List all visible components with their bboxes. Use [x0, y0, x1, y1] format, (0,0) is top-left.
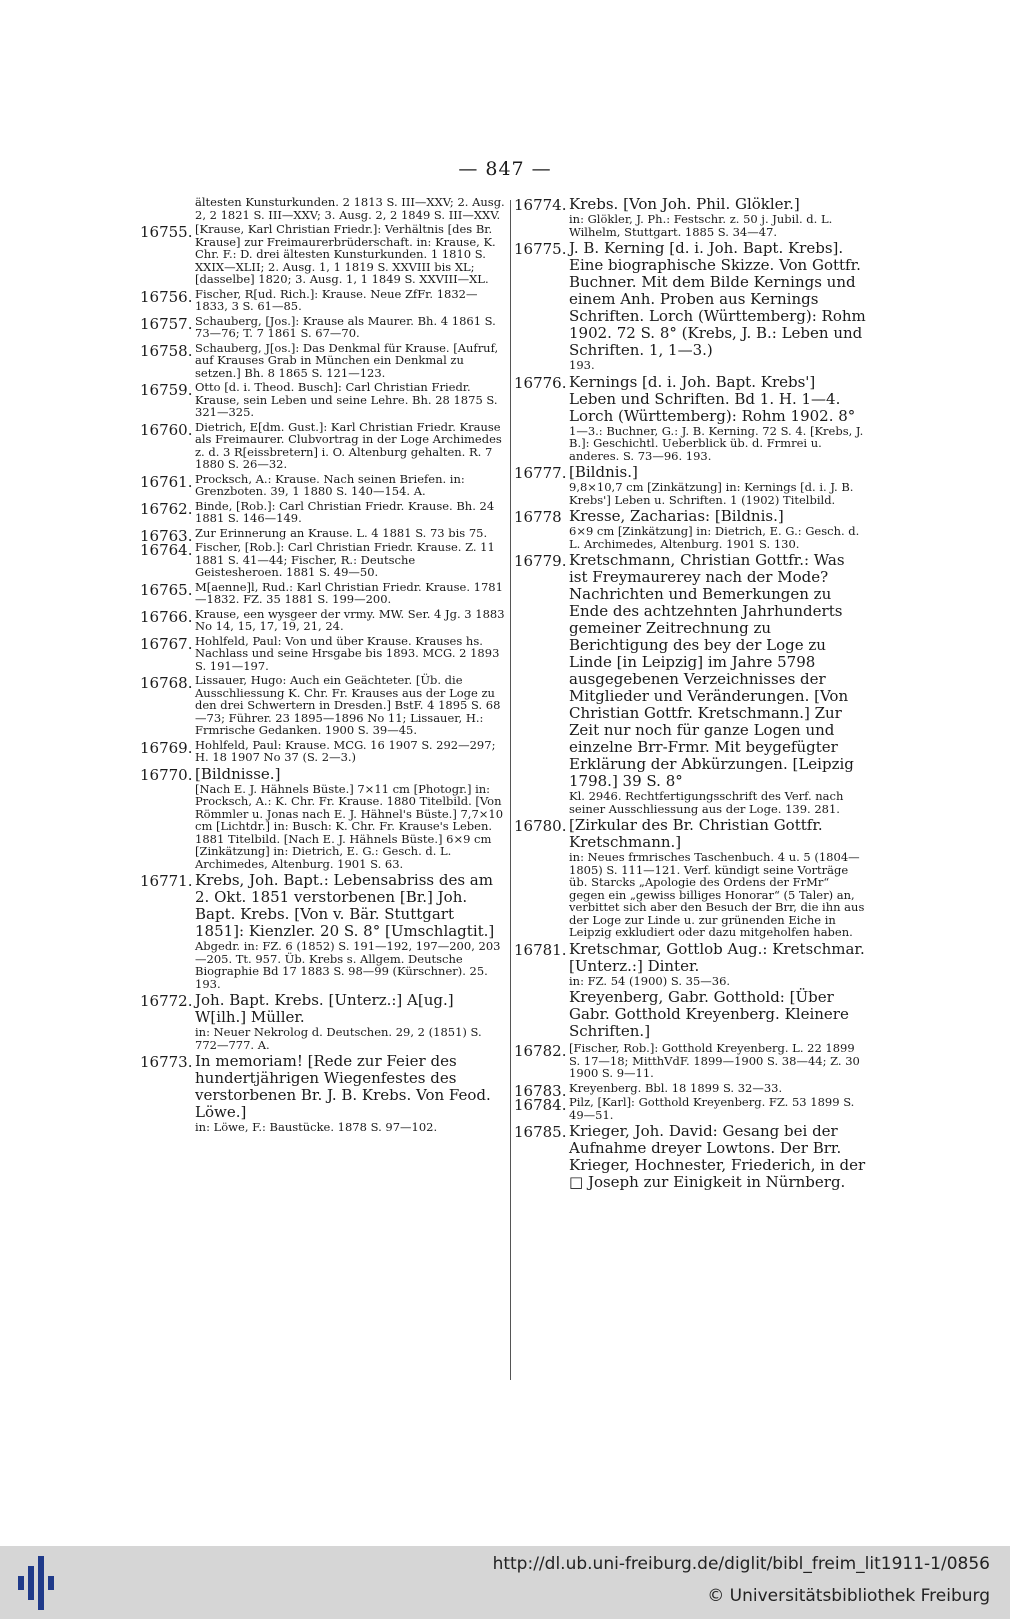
bibliography-entry: [140, 674, 506, 737]
entry-number: 16782.: [514, 1042, 567, 1060]
entry-citation: 193.: [569, 358, 595, 372]
bibliography-entry: [514, 989, 866, 1040]
entry-citation: Pilz, [Karl]: Gotthold Kreyenberg. FZ. 53 1899 S. 49—51.: [569, 1095, 855, 1122]
entry-citation: Kreyenberg. Bbl. 18 1899 S. 32—33.: [569, 1080, 783, 1095]
entry-title: Joh. Bapt. Krebs. [Unterz.:] A[ug.] W[ilh.] Müller.: [195, 991, 454, 1026]
bibliography-entry: [140, 196, 506, 221]
entry-number: 16755.: [140, 223, 193, 241]
entry-number: 16766.: [140, 607, 193, 626]
entry-citation: Dietrich, E[dm. Gust.]: Karl Christian Friedr. Krause als Freimaurer. Clubvortrag in der Loge Archimedes z. d. 3 R[eissbretern] i. O. Altenburg gehalten. R. 7 1880 S. 26—32.: [195, 419, 502, 471]
entry-title: J. B. Kerning [d. i. Joh. Bapt. Krebs]. Eine biographische Skizze. Von Gottfr. Buchner. Mit dem Bilde Kernings und einem Anh. Proben aus Kernings Schriften. Lorch (Württemberg): Rohm 1902. 72 S. 8° (Krebs, J. B.: Leben und Schriften. 1, 1—3.): [569, 239, 866, 359]
entry-number: 16785.: [514, 1123, 567, 1141]
entry-number: 16774.: [514, 196, 567, 214]
entry-title: Krebs, Joh. Bapt.: Lebensabriss des am 2. Okt. 1851 verstorbenen [Br.] Joh. Bapt. Krebs. [Von v. Bär. Stuttgart 1851]: Kienzler. 20 S. 8° [Umschlagtit.]: [195, 871, 495, 940]
bibliography-entry: [140, 381, 506, 419]
entry-title: Krieger, Joh. David: Gesang bei der Aufnahme dreyer Lowtons. Der Brr. Krieger, Hochnester, Friederich, in der □ Joseph zur Einigkeit in Nürnberg.: [569, 1122, 866, 1191]
entry-number: 16781.: [514, 940, 567, 959]
column-divider: [510, 200, 511, 1380]
entry-citation: Binde, [Rob.]: Carl Christian Friedr. Krause. Bh. 24 1881 S. 146—149.: [195, 498, 495, 525]
bibliography-entry: [140, 1053, 506, 1134]
entry-number: 16777.: [514, 464, 567, 482]
entry-citation: Krause, een wysgeer der vrmy. MW. Ser. 4 Jg. 3 1883 No 14, 15, 17, 19, 21, 24.: [195, 606, 505, 633]
bibliography-entry: [140, 288, 506, 313]
entry-number: 16763.: [140, 526, 193, 545]
left-column: [140, 196, 506, 1136]
entry-title: Kretschmar, Gottlob Aug.: Kretschmar. [Unterz.:] Dinter.: [569, 939, 865, 975]
entry-number: 16771.: [140, 872, 193, 890]
entry-citation: 1—3.: Buchner, G.: J. B. Kerning. 72 S. 4. [Krebs, J. B.]: Geschichtl. Ueberblick üb. d. Frmrei u. anderes. S. 73—96. 193.: [569, 423, 864, 463]
entry-citation: Hohlfeld, Paul: Krause. MCG. 16 1907 S. 292—297; H. 18 1907 No 37 (S. 2—3.): [195, 737, 496, 764]
entry-citation: Fischer, [Rob.]: Carl Christian Friedr. Krause. Z. 11 1881 S. 41—44; Fischer, R.: Deutsche Geistesheroen. 1881 S. 49—50.: [195, 540, 495, 579]
entry-citation: Kl. 2946. Rechtfertigungsschrift des Verf. nach seiner Ausschliessung aus der Loge. 139. 281.: [569, 789, 844, 816]
entry-title: Kresse, Zacharias: [Bildnis.]: [569, 507, 784, 525]
entry-number: 16758.: [140, 341, 193, 360]
entry-citation: Schauberg, J[os.]: Das Denkmal für Krause. [Aufruf, auf Krauses Grab in München ein Denkmal zu setzen.] Bh. 8 1865 S. 121—123.: [195, 340, 499, 380]
entry-title: In memoriam! [Rede zur Feier des hundertjährigen Wiegenfestes des verstorbenen Br. J. B. Krebs. Von Feod. Löwe.]: [195, 1052, 491, 1121]
page-number: — 847 —: [458, 158, 552, 180]
bibliography-entry: [140, 473, 506, 498]
entry-number: 16770.: [140, 765, 193, 784]
entry-citation: Hohlfeld, Paul: Von und über Krause. Krauses hs. Nachlass und seine Hrsgabe bis 1893. MCG. 2 1893 S. 191—197.: [195, 633, 500, 673]
entry-number: 16769.: [140, 738, 193, 757]
right-column: [514, 196, 866, 1193]
entry-citation: M[aenne]l, Rud.: Karl Christian Friedr. Krause. 1781—1832. FZ. 35 1881 S. 199—200.: [195, 579, 503, 606]
entry-citation: ältesten Kunsturkunden. 2 1813 S. III—XXV; 2. Ausg. 2, 2 1821 S. III—XXV; 3. Ausg. 2, 2 1849 S. III—XXV.: [195, 195, 505, 222]
entry-citation: Zur Erinnerung an Krause. L. 4 1881 S. 73 bis 75.: [195, 525, 488, 540]
bibliography-entry: [514, 941, 866, 988]
entry-number: 16776.: [514, 373, 567, 392]
bibliography-entry: [140, 342, 506, 380]
entry-title: Kreyenberg, Gabr. Gotthold: [Über Gabr. Gotthold Kreyenberg. Kleinere Schriften.]: [569, 988, 849, 1040]
entry-number: 16779.: [514, 552, 567, 570]
entry-citation: [Nach E. J. Hähnels Büste.] 7×11 cm [Photogr.] in: Procksch, A.: K. Chr. Fr. Krause. 1880 Titelbild. [Von Römmler u. Jonas nach E. J. Hähnel's Büste.] 7,7×10 cm [Lichtdr.] in: Busch: K. Chr. Fr. Krause's Leben. 1881 Titelbild. [Nach E. J. Hähnels Büste.] 6×9 cm [Zinkätzung] in: Dietrich, E. G.: Gesch. d. L. Archimedes, Altenburg. 1901 S. 63.: [195, 781, 504, 871]
bibliography-entry: [514, 1123, 866, 1191]
bibliography-entry: [514, 1096, 866, 1121]
entry-title: [Zirkular des Br. Christian Gottfr. Kretschmann.]: [569, 816, 823, 851]
entry-citation: in: Glökler, J. Ph.: Festschr. z. 50 j. Jubil. d. L. Wilhelm, Stuttgart. 1885 S. 34—47.: [569, 212, 833, 239]
entry-citation: in: Neuer Nekrolog d. Deutschen. 29, 2 (1851) S. 772—777. A.: [195, 1025, 482, 1052]
source-url-link[interactable]: http://dl.ub.uni-freiburg.de/diglit/bibl_freim_lit1911-1/0856: [492, 1554, 990, 1574]
entry-number: 16778: [514, 508, 562, 526]
entry-citation: 9,8×10,7 cm [Zinkätzung] in: Kernings [d. i. J. B. Krebs'] Leben u. Schriften. 1 (1902) Titelbild.: [569, 480, 854, 507]
entry-citation: 6×9 cm [Zinkätzung] in: Dietrich, E. G.: Gesch. d. L. Archimedes, Altenburg. 1901 S. 130.: [569, 524, 860, 551]
bibliography-entry: [140, 541, 506, 579]
entry-number: 16773.: [140, 1053, 193, 1071]
entry-number: 16756.: [140, 287, 193, 306]
entry-number: 16760.: [140, 420, 193, 439]
entry-number: 16767.: [140, 634, 193, 653]
entry-number: 16764.: [140, 541, 193, 559]
entry-number: 16783.: [514, 1081, 567, 1100]
entry-title: Kernings [d. i. Joh. Bapt. Krebs'] Leben und Schriften. Bd 1. H. 1—4. Lorch (Württemberg): Rohm 1902. 8°: [569, 372, 856, 425]
entry-number: 16757.: [140, 314, 193, 333]
bibliography-entry: [514, 1080, 866, 1100]
entry-citation: Otto [d. i. Theod. Busch]: Carl Christian Friedr. Krause, sein Leben und seine Lehre. Bh. 28 1875 S. 321—325.: [195, 380, 498, 419]
bibliography-entry: [140, 635, 506, 673]
entry-number: 16780.: [514, 817, 567, 835]
bibliography-entry: [140, 525, 506, 545]
entry-number: 16761.: [140, 472, 193, 491]
entry-number: 16765.: [140, 580, 193, 599]
bibliography-entry: [514, 817, 866, 939]
entry-citation: in: Löwe, F.: Baustücke. 1878 S. 97—102.: [195, 1120, 438, 1134]
entry-number: 16768.: [140, 674, 193, 692]
bibliography-entry: [140, 581, 506, 606]
bibliography-entry: [140, 608, 506, 633]
bibliography-entry: [514, 240, 866, 372]
entry-number: 16775.: [514, 240, 567, 258]
entry-citation: Lissauer, Hugo: Auch ein Geächteter. [Üb. die Ausschliessung K. Chr. Fr. Krauses aus der Loge zu den drei Schwertern in Dresden.] BstF. 4 1895 S. 68—73; Führer. 23 1895—1896 No 11; Lissauer, H.: Frmrische Gedanken. 1900 S. 39—45.: [195, 673, 501, 737]
entry-citation: [Krause, Karl Christian Friedr.]: Verhältnis [des Br. Krause] zur Freimaurerbrüderschaft. in: Krause, K. Chr. F.: D. drei ältesten Kunsturkunden. 1 1810 S. XXIX—XLII; 2. Ausg. 1, 1 1819 S. XXVIII bis XL; [dasselbe] 1820; 3. Ausg. 1, 1 1849 S. XXVIII—XL.: [195, 222, 496, 286]
bibliography-entry: [140, 500, 506, 525]
bibliography-entry: [514, 464, 866, 506]
entry-citation: Abgedr. in: FZ. 6 (1852) S. 191—192, 197—200, 203—205. Tt. 957. Üb. Krebs s. Allgem. Deutsche Biographie Bd 17 1883 S. 98—99 (Kürschner). 25. 193.: [195, 939, 501, 991]
entry-number: 16759.: [140, 381, 193, 399]
entry-title: Kretschmann, Christian Gottfr.: Was ist Freymaurerey nach der Mode? Nachrichten und Bemerkungen zu Ende des achtzehnten Jahrhunderts gemeiner Zeitrechnung zu Berichtigung des bey der Loge zu Linde [in Leipzig] im Jahre 5798 ausgegebenen Verzeichnisses der Mitglieder und Veränderungen. [Von Christian Gottfr. Kretschmann.] Zur Zeit nur noch für ganze Logen und einzelne Brr-Frmr. Mit beygefügter Erklärung der Abkürzungen. [Leipzig 1798.] 39 S. 8°: [569, 551, 854, 790]
bibliography-entry: [140, 223, 506, 286]
library-logo-icon: [18, 1556, 58, 1610]
bibliography-entry: [514, 1042, 866, 1080]
entry-title: Krebs. [Von Joh. Phil. Glökler.]: [569, 195, 800, 213]
bibliography-entry: [514, 508, 866, 550]
entry-citation: Fischer, R[ud. Rich.]: Krause. Neue ZfFr. 1832—1833, 3 S. 61—85.: [195, 286, 478, 313]
bibliography-entry: [140, 992, 506, 1051]
bibliography-entry: [514, 552, 866, 815]
entry-number: 16762.: [140, 499, 193, 518]
bibliography-entry: [140, 766, 506, 871]
footer-bar: [0, 1546, 1010, 1619]
entry-number: 16784.: [514, 1096, 567, 1114]
entry-citation: Procksch, A.: Krause. Nach seinen Briefen. in: Grenzboten. 39, 1 1880 S. 140—154. A.: [195, 471, 465, 498]
entry-title: [Bildnisse.]: [195, 764, 281, 783]
entry-number: 16772.: [140, 992, 193, 1010]
bibliography-entry: [140, 315, 506, 340]
entry-citation: in: FZ. 54 (1900) S. 35—36.: [569, 973, 731, 988]
entry-citation: Schauberg, [Jos.]: Krause als Maurer. Bh. 4 1861 S. 73—76; T. 7 1861 S. 67—70.: [195, 313, 496, 340]
entry-citation: in: Neues frmrisches Taschenbuch. 4 u. 5 (1804—1805) S. 111—121. Verf. kündigt seine Vorträge üb. Starcks „Apologie des Ordens der FrMr“ gegen ein „gewiss billiges Honorar“ (5 Taler) an, verbittet sich aber den Besuch der Brr, die ihn aus der Loge zur Linde u. zur grünenden Eiche in Leipzig exkludiert oder dazu mitgeholfen haben.: [569, 850, 865, 939]
copyright-notice: © Universitätsbibliothek Freiburg: [707, 1586, 990, 1606]
bibliography-entry: [140, 421, 506, 471]
bibliography-entry: [140, 739, 506, 764]
bibliography-entry: [140, 872, 506, 990]
entry-title: [Bildnis.]: [569, 463, 638, 481]
bibliography-entry: [514, 196, 866, 238]
entry-citation: [Fischer, Rob.]: Gotthold Kreyenberg. L. 22 1899 S. 17—18; MitthVdF. 1899—1900 S. 38—44; Z. 30 1900 S. 9—11.: [569, 1041, 860, 1080]
bibliography-entry: [514, 374, 866, 463]
